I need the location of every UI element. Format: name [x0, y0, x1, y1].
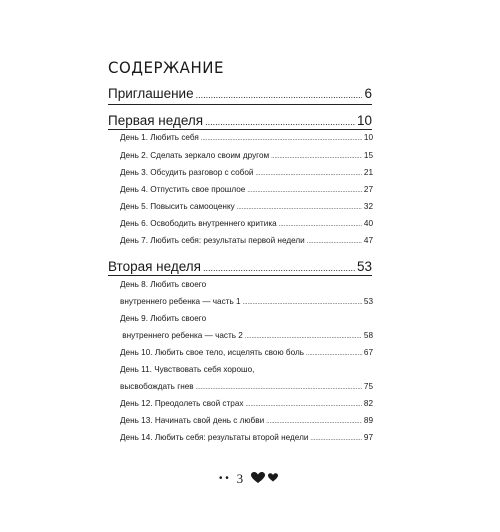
entry-page: 75 [363, 382, 373, 391]
entry-page: 53 [356, 259, 372, 274]
toc-entry-day3[interactable] [120, 168, 373, 180]
entry-page: 47 [363, 236, 373, 245]
dot-leader [255, 171, 361, 177]
page-footer [0, 470, 500, 487]
page-number: 3 [236, 471, 244, 486]
footer-dots: • • [218, 473, 229, 484]
entry-title: Первая неделя [108, 113, 204, 128]
toc-entry-day1[interactable] [120, 133, 373, 145]
dot-leader [306, 351, 362, 357]
toc-entry-day12[interactable] [120, 399, 373, 411]
entry-title: День 1. Любить себя [120, 133, 199, 142]
entry-title: Вторая неделя [108, 259, 201, 274]
toc-entry-day5[interactable] [120, 202, 373, 214]
entry-title: День 12. Преодолеть свой страх [120, 399, 244, 408]
toc-entry-day9[interactable] [120, 331, 373, 343]
dot-leader [196, 385, 362, 391]
dot-leader [310, 436, 361, 442]
invitation-underline [108, 104, 372, 105]
week2-underline [108, 275, 372, 276]
hearts-icon [251, 471, 281, 487]
toc-entry-day13[interactable] [120, 416, 373, 428]
entry-page: 10 [356, 113, 372, 128]
toc-entry-day9-line1[interactable]: День 9. Любить своего [120, 314, 207, 323]
toc-entry-day11-line1[interactable]: День 11. Чувствовать себя хорошо, [120, 365, 255, 374]
entry-title: внутреннего ребенка — часть 2 [120, 331, 243, 340]
entry-page: 82 [363, 399, 373, 408]
entry-page: 58 [363, 331, 373, 340]
toc-entry-day10[interactable] [120, 348, 373, 360]
entry-title: День 3. Обсудить разговор с собой [120, 168, 254, 177]
entry-title: День 2. Сделать зеркало своим другом [120, 151, 270, 160]
entry-title: высвобождать гнев [120, 382, 194, 391]
dot-leader [201, 136, 362, 142]
dot-leader [245, 334, 362, 340]
entry-page: 27 [363, 185, 373, 194]
toc-entry-day7[interactable] [120, 236, 373, 248]
entry-page: 67 [363, 348, 373, 357]
dot-leader [271, 154, 362, 160]
entry-page: 21 [363, 168, 373, 177]
dot-leader [245, 402, 361, 408]
entry-page: 40 [363, 219, 373, 228]
entry-title: День 14. Любить себя: результаты второй недели [120, 433, 309, 442]
entry-page: 53 [363, 297, 373, 306]
toc-entry-day8-line1[interactable]: День 8. Любить своего [120, 280, 207, 289]
week1-underline [108, 129, 372, 130]
dot-leader [243, 300, 362, 306]
entry-title: День 5. Повысить самооценку [120, 202, 235, 211]
toc-entry-day11[interactable] [120, 382, 373, 394]
entry-title: День 10. Любить свое тело, исцелять свою боль [120, 348, 305, 357]
toc-heading: СОДЕРЖАНИЕ [108, 58, 224, 78]
toc-entry-day8[interactable] [120, 297, 373, 309]
entry-page: 6 [364, 86, 372, 101]
toc-entry-invitation[interactable] [108, 86, 372, 104]
dot-leader [307, 239, 362, 245]
toc-entry-day4[interactable] [120, 185, 373, 197]
entry-title: День 6. Освободить внутреннего критика [120, 219, 277, 228]
entry-page: 10 [363, 133, 373, 142]
dot-leader [237, 205, 362, 211]
entry-page: 15 [363, 151, 373, 160]
entry-title: День 13. Начинать свой день с любви [120, 416, 265, 425]
toc-entry-day2[interactable] [120, 151, 373, 163]
toc-entry-day14[interactable] [120, 433, 373, 445]
dot-leader [279, 222, 362, 228]
toc-entry-day6[interactable] [120, 219, 373, 231]
entry-title: День 4. Отпустить свое прошлое [120, 185, 246, 194]
entry-page: 32 [363, 202, 373, 211]
entry-page: 97 [363, 433, 373, 442]
dot-leader [247, 188, 362, 194]
entry-title: внутреннего ребенка — часть 1 [120, 297, 241, 306]
entry-title: Приглашение [108, 86, 194, 101]
entry-title: День 7. Любить себя: результаты первой недели [120, 236, 305, 245]
entry-page: 89 [363, 416, 373, 425]
dot-leader [266, 419, 362, 425]
dot-leader [196, 86, 363, 104]
